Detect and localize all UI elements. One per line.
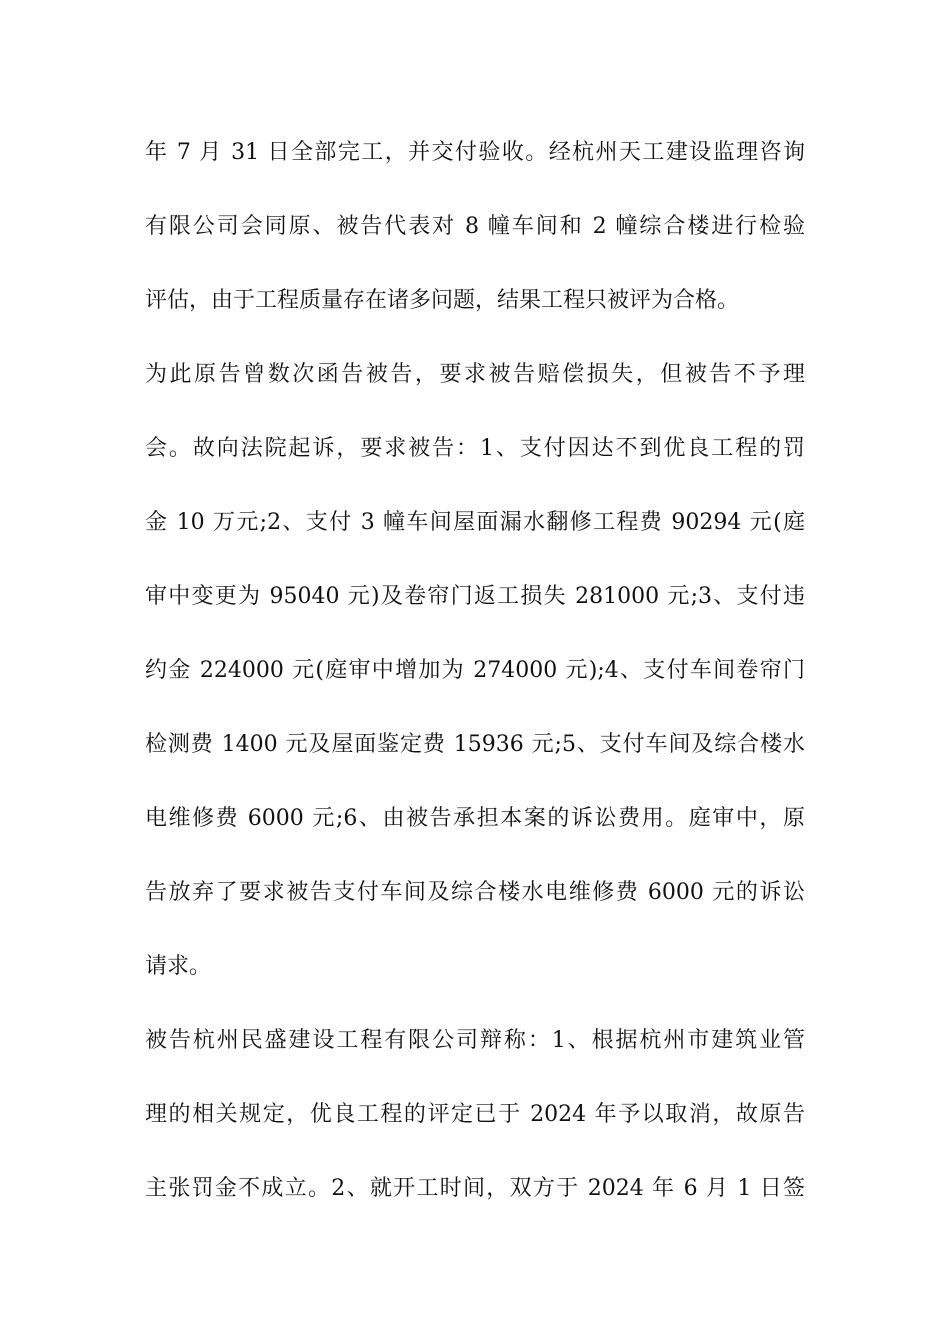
text-line: 年 7 月 31 日全部完工，并交付验收。经杭州天工建设监理咨询 <box>145 140 805 165</box>
text-line: 金 10 万元;2、支付 3 幢车间屋面漏水翻修工程费 90294 元(庭 <box>145 510 805 535</box>
text-line: 审中变更为 95040 元)及卷帘门返工损失 281000 元;3、支付违 <box>145 584 805 609</box>
text-line: 电维修费 6000 元;6、由被告承担本案的诉讼费用。庭审中，原 <box>145 806 805 831</box>
text-line: 主张罚金不成立。2、就开工时间，双方于 2024 年 6 月 1 日签 <box>145 1176 805 1201</box>
text-line: 会。故向法院起诉，要求被告：1、支付因达不到优良工程的罚 <box>145 436 805 461</box>
text-line: 评估，由于工程质量存在诸多问题，结果工程只被评为合格。 <box>145 288 740 313</box>
text-line: 为此原告曾数次函告被告，要求被告赔偿损失，但被告不予理 <box>145 362 805 387</box>
text-line: 约金 224000 元(庭审中增加为 274000 元);4、支付车间卷帘门 <box>145 658 805 683</box>
text-line: 有限公司会同原、被告代表对 8 幢车间和 2 幢综合楼进行检验 <box>145 214 805 239</box>
text-line: 检测费 1400 元及屋面鉴定费 15936 元;5、支付车间及综合楼水 <box>145 732 805 757</box>
text-line: 理的相关规定，优良工程的评定已于 2024 年予以取消，故原告 <box>145 1102 805 1127</box>
text-line: 请求。 <box>145 954 212 979</box>
text-line: 被告杭州民盛建设工程有限公司辩称：1、根据杭州市建筑业管 <box>145 1028 805 1053</box>
text-line: 告放弃了要求被告支付车间及综合楼水电维修费 6000 元的诉讼 <box>145 880 805 905</box>
